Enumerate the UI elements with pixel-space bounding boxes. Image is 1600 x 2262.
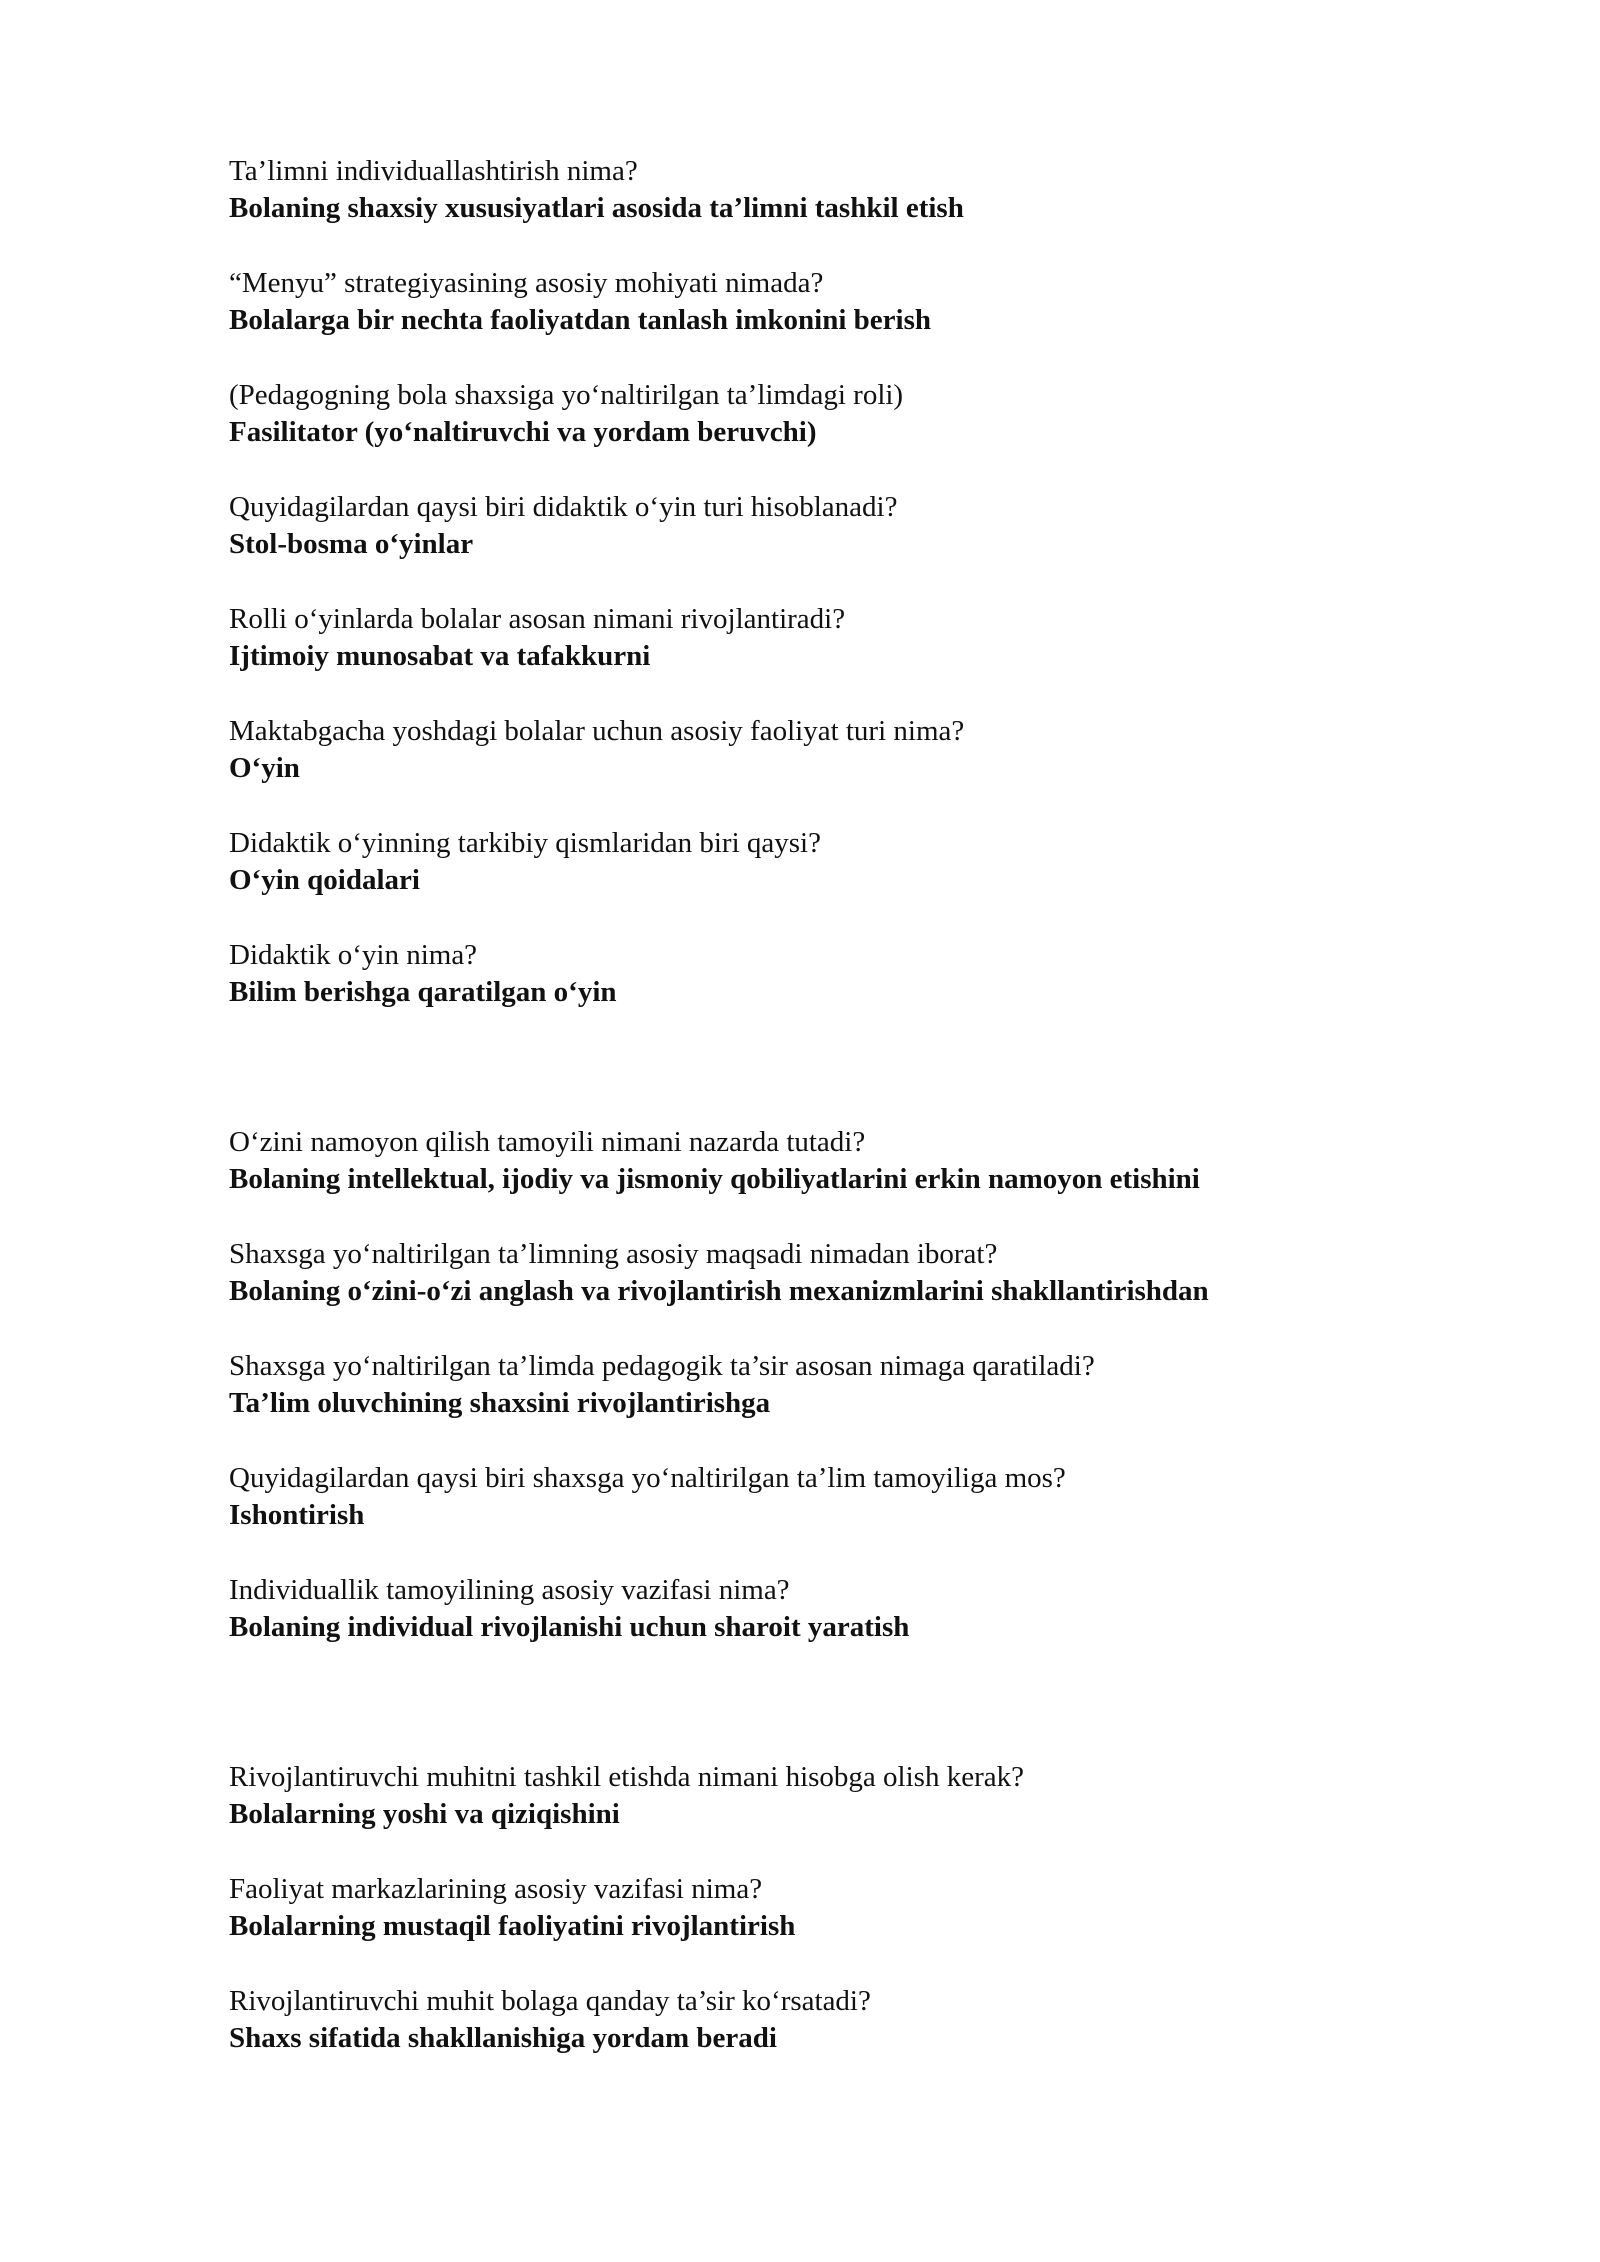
answer-text: Bolaning intellektual, ijodiy va jismoniy qobiliyatlarini erkin namoyon etishini (229, 1163, 1200, 1195)
qa-block (229, 713, 1429, 787)
qa-block (229, 265, 1429, 339)
answer-text: Fasilitator (yo‘naltiruvchi va yordam beruvchi) (229, 416, 817, 448)
question-text: Shaxsga yo‘naltirilgan ta’limda pedagogik ta’sir asosan nimaga qaratiladi? (229, 1350, 1095, 1382)
qa-block (229, 937, 1429, 1011)
qa-block (229, 1460, 1429, 1534)
qa-block (229, 1236, 1429, 1310)
question-text: Shaxsga yo‘naltirilgan ta’limning asosiy maqsadi nimadan iborat? (229, 1238, 998, 1270)
answer-text: Bolalarning mustaqil faoliyatini rivojlantirish (229, 1910, 796, 1942)
qa-block (229, 1759, 1429, 1833)
answer-text: Bolaning o‘zini-o‘zi anglash va rivojlantirish mexanizmlarini shakllantirishdan (229, 1275, 1209, 1307)
answer-text: Bolalarga bir nechta faoliyatdan tanlash imkonini berish (229, 304, 932, 336)
answer-text: Ijtimoiy munosabat va tafakkurni (229, 640, 651, 672)
question-text: Rolli o‘yinlarda bolalar asosan nimani rivojlantiradi? (229, 603, 846, 635)
question-text: Didaktik o‘yinning tarkibiy qismlaridan biri qaysi? (229, 827, 821, 859)
qa-block (229, 489, 1429, 563)
qa-block (229, 153, 1429, 227)
question-text: Rivojlantiruvchi muhit bolaga qanday ta’sir ko‘rsatadi? (229, 1985, 871, 2017)
qa-block (229, 377, 1429, 451)
question-text: Individuallik tamoyilining asosiy vazifasi nima? (229, 1574, 790, 1606)
question-text: Faoliyat markazlarining asosiy vazifasi nima? (229, 1873, 763, 1905)
answer-text: O‘yin (229, 752, 300, 784)
answer-text: Bolalarning yoshi va qiziqishini (229, 1798, 620, 1830)
question-text: O‘zini namoyon qilish tamoyili nimani nazarda tutadi? (229, 1126, 866, 1158)
answer-text: Stol-bosma o‘yinlar (229, 528, 474, 560)
question-text: Quyidagilardan qaysi biri didaktik o‘yin turi hisoblanadi? (229, 491, 898, 523)
question-text: (Pedagogning bola shaxsiga yo‘naltirilgan ta’limdagi roli) (229, 379, 904, 411)
question-text: Didaktik o‘yin nima? (229, 939, 478, 971)
qa-block (229, 1572, 1429, 1646)
qa-block (229, 601, 1429, 675)
answer-text: Shaxs sifatida shakllanishiga yordam beradi (229, 2022, 777, 2054)
answer-text: Bolaning individual rivojlanishi uchun sharoit yaratish (229, 1611, 910, 1643)
answer-text: Bolaning shaxsiy xususiyatlari asosida ta’limni tashkil etish (229, 192, 964, 224)
qa-block (229, 1983, 1429, 2057)
qa-block (229, 825, 1429, 899)
question-text: “Menyu” strategiyasining asosiy mohiyati nimada? (229, 267, 824, 299)
qa-block (229, 1871, 1429, 1945)
answer-text: Bilim berishga qaratilgan o‘yin (229, 976, 617, 1008)
answer-text: Ishontirish (229, 1499, 365, 1531)
qa-block (229, 1348, 1429, 1422)
question-text: Quyidagilardan qaysi biri shaxsga yo‘naltirilgan ta’lim tamoyiliga mos? (229, 1462, 1066, 1494)
answer-text: Ta’lim oluvchining shaxsini rivojlantirishga (229, 1387, 771, 1419)
question-text: Maktabgacha yoshdagi bolalar uchun asosiy faoliyat turi nima? (229, 715, 965, 747)
qa-block (229, 1124, 1429, 1198)
question-text: Ta’limni individuallashtirish nima? (229, 155, 638, 187)
question-text: Rivojlantiruvchi muhitni tashkil etishda nimani hisobga olish kerak? (229, 1761, 1024, 1793)
answer-text: O‘yin qoidalari (229, 864, 420, 896)
